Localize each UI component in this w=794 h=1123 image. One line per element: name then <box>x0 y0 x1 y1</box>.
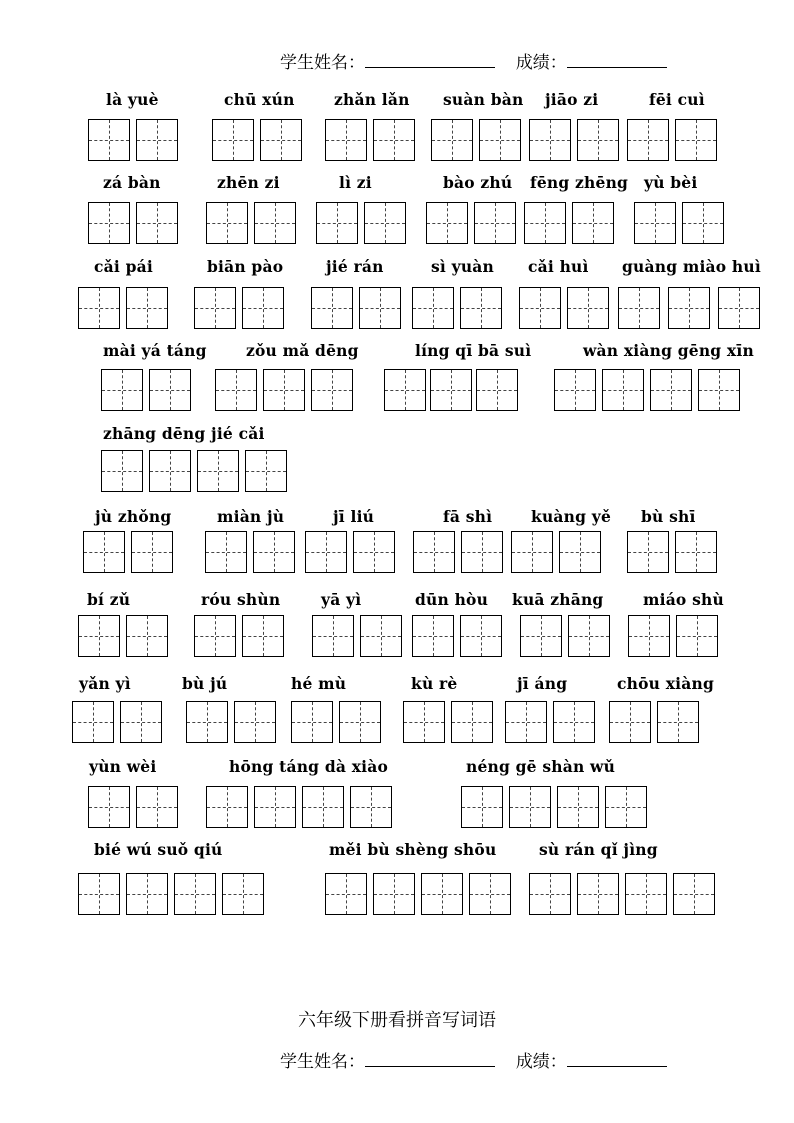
character-writing-box[interactable] <box>509 786 551 828</box>
character-writing-box[interactable] <box>625 873 667 915</box>
pinyin-label: cǎi huì <box>528 257 589 276</box>
character-writing-box[interactable] <box>126 615 168 657</box>
guide-line-vertical <box>215 288 216 328</box>
pinyin-label: yùn wèi <box>89 757 157 776</box>
guide-line-vertical <box>545 203 546 243</box>
character-writing-box[interactable] <box>245 450 287 492</box>
character-writing-box[interactable] <box>316 202 358 244</box>
pinyin-label: měi bù shèng shōu <box>329 840 497 859</box>
character-writing-box[interactable] <box>460 287 502 329</box>
guide-line-vertical <box>255 702 256 742</box>
character-writing-box[interactable] <box>461 786 503 828</box>
guide-line-vertical <box>122 370 123 410</box>
character-writing-box[interactable] <box>676 615 718 657</box>
character-writing-box[interactable] <box>311 369 353 411</box>
guide-line-vertical <box>99 288 100 328</box>
character-writing-box[interactable] <box>78 873 120 915</box>
character-writing-box[interactable] <box>403 701 445 743</box>
guide-line-vertical <box>580 532 581 572</box>
pinyin-label: sì yuàn <box>431 257 494 276</box>
character-writing-box[interactable] <box>618 287 660 329</box>
character-writing-box[interactable] <box>412 287 454 329</box>
guide-line-vertical <box>593 203 594 243</box>
guide-line-vertical <box>157 120 158 160</box>
pinyin-label: lì zi <box>339 173 372 192</box>
character-writing-box[interactable] <box>529 873 571 915</box>
character-writing-box[interactable] <box>186 701 228 743</box>
pinyin-label: miáo shù <box>643 590 724 609</box>
pinyin-label: suàn bàn <box>443 90 524 109</box>
character-writing-box[interactable] <box>384 369 426 411</box>
character-writing-box[interactable] <box>451 701 493 743</box>
character-writing-box[interactable] <box>311 287 353 329</box>
character-writing-box[interactable] <box>206 202 248 244</box>
pinyin-label: kuàng yě <box>531 507 612 526</box>
guide-line-vertical <box>648 532 649 572</box>
character-writing-box[interactable] <box>197 450 239 492</box>
pinyin-label: là yuè <box>106 90 159 109</box>
character-writing-box[interactable] <box>553 701 595 743</box>
character-writing-box[interactable] <box>476 369 518 411</box>
character-writing-box[interactable] <box>426 202 468 244</box>
character-writing-box[interactable] <box>469 873 511 915</box>
guide-line-vertical <box>333 616 334 656</box>
character-writing-box[interactable] <box>302 786 344 828</box>
character-writing-box[interactable] <box>673 873 715 915</box>
pinyin-label: jī liú <box>333 507 375 526</box>
character-writing-box[interactable] <box>559 531 601 573</box>
pinyin-label: hé mù <box>291 674 347 693</box>
character-writing-box[interactable] <box>602 369 644 411</box>
guide-line-vertical <box>442 874 443 914</box>
guide-line-vertical <box>671 370 672 410</box>
guide-line-vertical <box>497 370 498 410</box>
character-writing-box[interactable] <box>131 531 173 573</box>
character-writing-box[interactable] <box>360 615 402 657</box>
guide-line-vertical <box>490 874 491 914</box>
character-writing-box[interactable] <box>263 369 305 411</box>
character-writing-box[interactable] <box>234 701 276 743</box>
character-writing-box[interactable] <box>205 531 247 573</box>
character-writing-box[interactable] <box>505 701 547 743</box>
character-writing-box[interactable] <box>149 450 191 492</box>
guide-line-vertical <box>385 203 386 243</box>
character-writing-box[interactable] <box>479 119 521 161</box>
guide-line-vertical <box>275 787 276 827</box>
pinyin-label: zhāng dēng jié cǎi <box>103 424 265 443</box>
guide-line-vertical <box>646 874 647 914</box>
pinyin-label: bù jú <box>182 674 228 693</box>
character-writing-box[interactable] <box>136 119 178 161</box>
character-writing-box[interactable] <box>194 287 236 329</box>
character-writing-box[interactable] <box>524 202 566 244</box>
character-writing-box[interactable] <box>609 701 651 743</box>
pinyin-label: yā yì <box>321 590 362 609</box>
character-writing-box[interactable] <box>572 202 614 244</box>
guide-line-vertical <box>233 120 234 160</box>
score-label: 成绩： <box>515 1052 567 1072</box>
character-writing-box[interactable] <box>126 873 168 915</box>
guide-line-vertical <box>323 787 324 827</box>
character-writing-box[interactable] <box>222 873 264 915</box>
guide-line-vertical <box>530 787 531 827</box>
character-writing-box[interactable] <box>413 531 455 573</box>
character-writing-box[interactable] <box>206 786 248 828</box>
guide-line-vertical <box>598 874 599 914</box>
character-writing-box[interactable] <box>511 531 553 573</box>
guide-line-vertical <box>696 120 697 160</box>
character-writing-box[interactable] <box>149 369 191 411</box>
guide-line-vertical <box>346 874 347 914</box>
character-writing-box[interactable] <box>325 873 367 915</box>
guide-line-vertical <box>263 288 264 328</box>
student-name-blank[interactable] <box>365 1065 495 1067</box>
character-writing-box[interactable] <box>120 701 162 743</box>
pinyin-label: zhēn zi <box>217 173 280 192</box>
guide-line-vertical <box>588 288 589 328</box>
guide-line-vertical <box>226 532 227 572</box>
guide-line-vertical <box>472 702 473 742</box>
character-writing-box[interactable] <box>675 531 717 573</box>
student-info-footer <box>280 1047 667 1072</box>
guide-line-vertical <box>575 370 576 410</box>
character-writing-box[interactable] <box>605 786 647 828</box>
character-writing-box[interactable] <box>373 119 415 161</box>
guide-line-vertical <box>405 370 406 410</box>
pinyin-label: dūn hòu <box>415 590 489 609</box>
character-writing-box[interactable] <box>260 119 302 161</box>
character-writing-box[interactable] <box>101 450 143 492</box>
character-writing-box[interactable] <box>430 369 472 411</box>
pinyin-label: yǎn yì <box>79 674 131 693</box>
student-name-blank[interactable] <box>365 66 495 68</box>
guide-line-vertical <box>482 787 483 827</box>
guide-line-vertical <box>649 616 650 656</box>
guide-line-vertical <box>141 702 142 742</box>
guide-line-vertical <box>697 616 698 656</box>
guide-line-vertical <box>433 288 434 328</box>
character-writing-box[interactable] <box>350 786 392 828</box>
character-writing-box[interactable] <box>675 119 717 161</box>
pinyin-label: bù shī <box>641 507 696 526</box>
pinyin-label: jù zhǒng <box>95 507 172 526</box>
guide-line-vertical <box>99 616 100 656</box>
character-writing-box[interactable] <box>101 369 143 411</box>
pinyin-label: miàn jù <box>217 507 285 526</box>
pinyin-label: zá bàn <box>103 173 161 192</box>
guide-line-vertical <box>99 874 100 914</box>
guide-line-vertical <box>623 370 624 410</box>
guide-line-vertical <box>598 120 599 160</box>
guide-line-vertical <box>626 787 627 827</box>
guide-line-vertical <box>550 120 551 160</box>
pinyin-label: róu shùn <box>201 590 281 609</box>
guide-line-vertical <box>312 702 313 742</box>
pinyin-label: chū xún <box>224 90 295 109</box>
guide-line-vertical <box>332 288 333 328</box>
guide-line-vertical <box>332 370 333 410</box>
character-writing-box[interactable] <box>242 287 284 329</box>
character-writing-box[interactable] <box>305 531 347 573</box>
guide-line-vertical <box>157 787 158 827</box>
character-writing-box[interactable] <box>474 202 516 244</box>
guide-line-vertical <box>263 616 264 656</box>
character-writing-box[interactable] <box>215 369 257 411</box>
pinyin-label: guàng miào huì <box>622 257 761 276</box>
guide-line-vertical <box>218 451 219 491</box>
guide-line-vertical <box>227 787 228 827</box>
character-writing-box[interactable] <box>88 202 130 244</box>
character-writing-box[interactable] <box>242 615 284 657</box>
character-writing-box[interactable] <box>529 119 571 161</box>
character-writing-box[interactable] <box>136 202 178 244</box>
score-label: 成绩： <box>515 53 567 73</box>
guide-line-vertical <box>104 532 105 572</box>
guide-line-vertical <box>381 616 382 656</box>
character-writing-box[interactable] <box>254 202 296 244</box>
character-writing-box[interactable] <box>174 873 216 915</box>
guide-line-vertical <box>227 203 228 243</box>
character-writing-box[interactable] <box>359 287 401 329</box>
pinyin-label: kuā zhāng <box>512 590 604 609</box>
pinyin-label: chōu xiàng <box>617 674 714 693</box>
character-writing-box[interactable] <box>373 873 415 915</box>
guide-line-vertical <box>495 203 496 243</box>
character-writing-box[interactable] <box>520 615 562 657</box>
guide-line-vertical <box>109 203 110 243</box>
character-writing-box[interactable] <box>557 786 599 828</box>
guide-line-vertical <box>380 288 381 328</box>
guide-line-vertical <box>540 288 541 328</box>
character-writing-box[interactable] <box>682 202 724 244</box>
pinyin-label: mài yá táng <box>103 341 207 360</box>
character-writing-box[interactable] <box>519 287 561 329</box>
guide-line-vertical <box>589 616 590 656</box>
character-writing-box[interactable] <box>657 701 699 743</box>
guide-line-vertical <box>739 288 740 328</box>
student-name-label: 学生姓名： <box>280 1052 365 1072</box>
pinyin-label: fēi cuì <box>649 90 705 109</box>
guide-line-vertical <box>346 120 347 160</box>
guide-line-vertical <box>574 702 575 742</box>
guide-line-vertical <box>215 616 216 656</box>
guide-line-vertical <box>639 288 640 328</box>
guide-line-vertical <box>147 288 148 328</box>
guide-line-vertical <box>170 370 171 410</box>
character-writing-box[interactable] <box>577 119 619 161</box>
pinyin-label: fēng zhēng <box>530 173 629 192</box>
character-writing-box[interactable] <box>431 119 473 161</box>
character-writing-box[interactable] <box>88 786 130 828</box>
guide-line-vertical <box>541 616 542 656</box>
pinyin-label: bào zhú <box>443 173 513 192</box>
guide-line-vertical <box>434 532 435 572</box>
guide-line-vertical <box>481 288 482 328</box>
character-writing-box[interactable] <box>72 701 114 743</box>
character-writing-box[interactable] <box>312 615 354 657</box>
character-writing-box[interactable] <box>83 531 125 573</box>
character-writing-box[interactable] <box>194 615 236 657</box>
guide-line-vertical <box>424 702 425 742</box>
guide-line-vertical <box>451 370 452 410</box>
guide-line-vertical <box>152 532 153 572</box>
pinyin-label: biān pào <box>207 257 284 276</box>
guide-line-vertical <box>122 451 123 491</box>
character-writing-box[interactable] <box>554 369 596 411</box>
pinyin-label: hōng táng dà xiào <box>229 757 389 776</box>
guide-line-vertical <box>266 451 267 491</box>
guide-line-vertical <box>157 203 158 243</box>
guide-line-vertical <box>337 203 338 243</box>
guide-line-vertical <box>550 874 551 914</box>
worksheet-title: 六年级下册看拼音写词语 <box>298 1010 496 1031</box>
guide-line-vertical <box>374 532 375 572</box>
character-writing-box[interactable] <box>627 531 669 573</box>
guide-line-vertical <box>371 787 372 827</box>
guide-line-vertical <box>207 702 208 742</box>
pinyin-label: jié rán <box>326 257 384 276</box>
character-writing-box[interactable] <box>698 369 740 411</box>
guide-line-vertical <box>281 120 282 160</box>
student-info-header <box>280 48 667 73</box>
guide-line-vertical <box>195 874 196 914</box>
guide-line-vertical <box>452 120 453 160</box>
guide-line-vertical <box>147 874 148 914</box>
pinyin-label: bí zǔ <box>87 590 131 609</box>
guide-line-vertical <box>236 370 237 410</box>
pinyin-label: cǎi pái <box>94 257 153 276</box>
character-writing-box[interactable] <box>634 202 676 244</box>
character-writing-box[interactable] <box>126 287 168 329</box>
character-writing-box[interactable] <box>577 873 619 915</box>
guide-line-vertical <box>394 874 395 914</box>
score-blank[interactable] <box>567 1065 667 1067</box>
guide-line-vertical <box>284 370 285 410</box>
guide-line-vertical <box>360 702 361 742</box>
guide-line-vertical <box>500 120 501 160</box>
character-writing-box[interactable] <box>88 119 130 161</box>
character-writing-box[interactable] <box>291 701 333 743</box>
guide-line-vertical <box>147 616 148 656</box>
pinyin-label: jī áng <box>517 674 568 693</box>
guide-line-vertical <box>526 702 527 742</box>
guide-line-vertical <box>694 874 695 914</box>
character-writing-box[interactable] <box>254 786 296 828</box>
guide-line-vertical <box>447 203 448 243</box>
pinyin-label: néng gē shàn wǔ <box>466 757 616 776</box>
guide-line-vertical <box>243 874 244 914</box>
character-writing-box[interactable] <box>212 119 254 161</box>
guide-line-vertical <box>719 370 720 410</box>
pinyin-label: bié wú suǒ qiú <box>94 840 223 859</box>
guide-line-vertical <box>689 288 690 328</box>
score-blank[interactable] <box>567 66 667 68</box>
character-writing-box[interactable] <box>568 615 610 657</box>
character-writing-box[interactable] <box>421 873 463 915</box>
guide-line-vertical <box>481 616 482 656</box>
guide-line-vertical <box>275 203 276 243</box>
pinyin-label: líng qī bā suì <box>415 341 532 360</box>
character-writing-box[interactable] <box>668 287 710 329</box>
character-writing-box[interactable] <box>136 786 178 828</box>
student-name-label: 学生姓名： <box>280 53 365 73</box>
guide-line-vertical <box>394 120 395 160</box>
character-writing-box[interactable] <box>460 615 502 657</box>
guide-line-vertical <box>109 787 110 827</box>
guide-line-vertical <box>648 120 649 160</box>
guide-line-vertical <box>678 702 679 742</box>
pinyin-label: kù rè <box>411 674 458 693</box>
pinyin-label: zhǎn lǎn <box>334 90 410 109</box>
guide-line-vertical <box>630 702 631 742</box>
character-writing-box[interactable] <box>353 531 395 573</box>
character-writing-box[interactable] <box>718 287 760 329</box>
guide-line-vertical <box>532 532 533 572</box>
character-writing-box[interactable] <box>650 369 692 411</box>
character-writing-box[interactable] <box>325 119 367 161</box>
guide-line-vertical <box>109 120 110 160</box>
pinyin-label: jiāo zi <box>545 90 599 109</box>
character-writing-box[interactable] <box>567 287 609 329</box>
pinyin-label: fā shì <box>443 507 493 526</box>
guide-line-vertical <box>578 787 579 827</box>
guide-line-vertical <box>655 203 656 243</box>
guide-line-vertical <box>274 532 275 572</box>
character-writing-box[interactable] <box>339 701 381 743</box>
character-writing-box[interactable] <box>78 287 120 329</box>
character-writing-box[interactable] <box>364 202 406 244</box>
guide-line-vertical <box>170 451 171 491</box>
guide-line-vertical <box>482 532 483 572</box>
pinyin-label: yù bèi <box>644 173 698 192</box>
guide-line-vertical <box>93 702 94 742</box>
character-writing-box[interactable] <box>412 615 454 657</box>
guide-line-vertical <box>696 532 697 572</box>
character-writing-box[interactable] <box>628 615 670 657</box>
character-writing-box[interactable] <box>78 615 120 657</box>
character-writing-box[interactable] <box>627 119 669 161</box>
character-writing-box[interactable] <box>461 531 503 573</box>
pinyin-label: zǒu mǎ dēng <box>246 341 359 360</box>
guide-line-vertical <box>703 203 704 243</box>
pinyin-label: wàn xiàng gēng xīn <box>583 341 754 360</box>
pinyin-label: sù rán qǐ jìng <box>539 840 658 859</box>
guide-line-vertical <box>433 616 434 656</box>
character-writing-box[interactable] <box>253 531 295 573</box>
guide-line-vertical <box>326 532 327 572</box>
